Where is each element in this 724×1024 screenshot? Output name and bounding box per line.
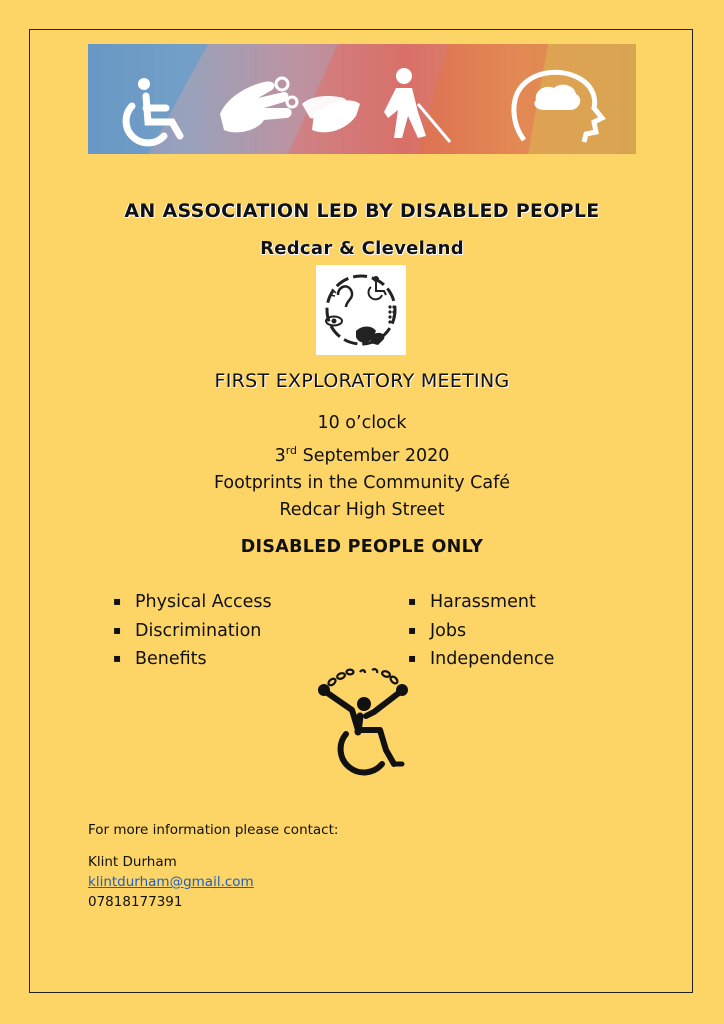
list-item: ▪ Benefits: [113, 645, 272, 674]
list-item: ▪ Jobs: [408, 617, 554, 646]
meeting-details: [0, 410, 724, 524]
broken-chains-wheelchair-icon: [310, 668, 420, 787]
meeting-venue: Footprints in the Community Café: [213, 472, 511, 493]
area-heading: Redcar & Cleveland: [260, 238, 464, 259]
list-item: ▪ Physical Access: [113, 588, 272, 617]
topics-list-left: [113, 588, 272, 674]
meeting-street: Redcar High Street: [279, 499, 445, 520]
contact-phone: 07818177391: [88, 894, 183, 910]
topics-list-right: [408, 588, 554, 674]
list-item: ▪ Independence: [408, 645, 554, 674]
contact-block: [88, 820, 338, 912]
association-heading: AN ASSOCIATION LED BY DISABLED PEOPLE: [124, 200, 600, 222]
audience-notice: DISABLED PEOPLE ONLY: [240, 537, 484, 557]
accessibility-logo: [316, 265, 406, 355]
disability-icons-banner: [88, 44, 636, 154]
contact-name: Klint Durham: [88, 854, 177, 870]
meeting-time: 10 o’clock: [317, 413, 407, 433]
list-item: ▪ Harassment: [408, 588, 554, 617]
contact-email-link[interactable]: klintdurham@gmail.com: [88, 874, 254, 890]
ear-icon: [330, 286, 352, 307]
wheelchair-icon: [369, 277, 386, 299]
contact-intro: For more information please contact:: [88, 822, 339, 838]
meeting-title: FIRST EXPLORATORY MEETING: [214, 370, 510, 392]
list-item: ▪ Discrimination: [113, 617, 272, 646]
meeting-date: 3rd September 2020: [274, 444, 450, 466]
